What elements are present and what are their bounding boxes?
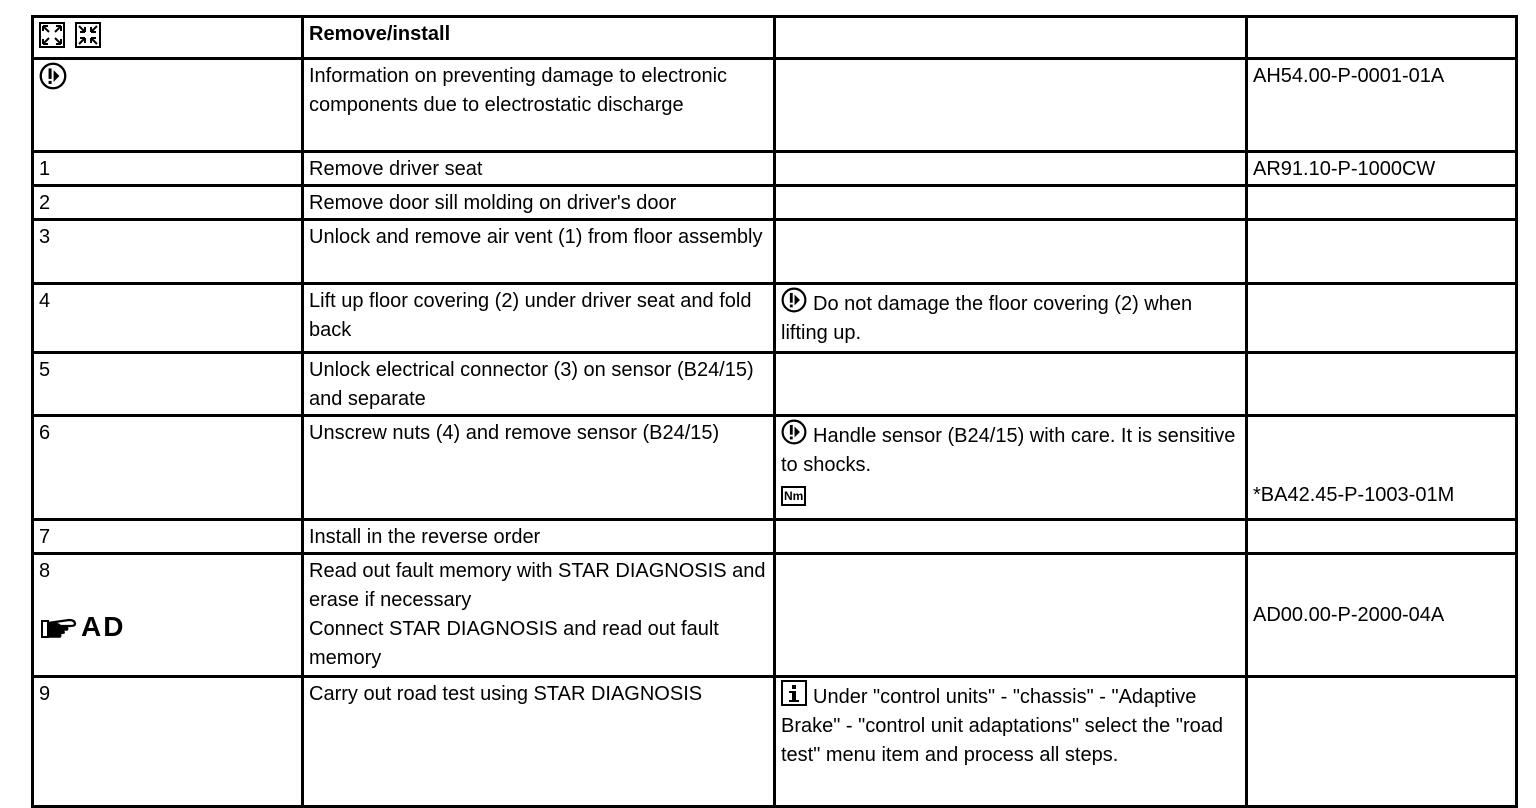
action-cell: Unscrew nuts (4) and remove sensor (B24/15) [303, 415, 775, 519]
header-icons-cell [33, 17, 303, 59]
action-cell: Lift up floor covering (2) under driver seat and fold back [303, 283, 775, 352]
table-row [33, 185, 1517, 219]
action-cell: Unlock electrical connector (3) on sensor (B24/15) and separate [303, 352, 775, 415]
action-cell: Unlock and remove air vent (1) from floor assembly [303, 219, 775, 283]
reference-link[interactable]: AD00.00-P-2000-04A [1247, 553, 1517, 676]
step-number: 4 [33, 283, 303, 352]
action-cell [303, 553, 775, 676]
reference-link[interactable]: AH54.00-P-0001-01A [1247, 58, 1517, 151]
header-row [33, 17, 1517, 59]
step-number: 8 [39, 559, 51, 582]
note-cell [775, 519, 1247, 553]
table-row [33, 151, 1517, 185]
step-cell [33, 58, 303, 151]
action-cell: Information on preventing damage to electronic components due to electrostatic discharge [303, 58, 775, 151]
step-number: 7 [33, 519, 303, 553]
action-cell: Remove door sill molding on driver's door [303, 185, 775, 219]
step-cell [33, 553, 303, 676]
note-cell [775, 676, 1247, 806]
reference-cell [1247, 519, 1517, 553]
reference-link[interactable]: *BA42.45-P-1003-01M [1247, 415, 1517, 519]
action-cell: Install in the reverse order [303, 519, 775, 553]
note-cell [775, 219, 1247, 283]
note-text: Do not damage the floor covering (2) when lifting up. [781, 292, 1193, 344]
note-cell [775, 283, 1247, 352]
reference-cell [1247, 676, 1517, 806]
note-cell [775, 553, 1247, 676]
action-text: Read out fault memory with STAR DIAGNOSIS and erase if necessary [309, 559, 766, 611]
table-row [33, 415, 1517, 519]
step-number: 1 [33, 151, 303, 185]
caution-icon [781, 419, 807, 445]
note-cell [775, 415, 1247, 519]
ad-link[interactable] [39, 612, 296, 642]
note-text: Handle sensor (B24/15) with care. It is sensitive to shocks. [781, 424, 1236, 476]
action-cell: Carry out road test using STAR DIAGNOSIS [303, 676, 775, 806]
table-row [33, 58, 1517, 151]
step-number: 5 [33, 352, 303, 415]
caution-icon [39, 62, 67, 90]
reference-cell [1247, 185, 1517, 219]
header-ref-cell [1247, 17, 1517, 59]
caution-icon [781, 287, 807, 313]
note-cell [775, 58, 1247, 151]
expand-icon[interactable] [39, 22, 65, 48]
reference-cell [1247, 352, 1517, 415]
step-number: 6 [33, 415, 303, 519]
reference-cell [1247, 283, 1517, 352]
table-row [33, 219, 1517, 283]
header-note-cell [775, 17, 1247, 59]
pointing-hand-icon [39, 612, 79, 642]
table-row [33, 283, 1517, 352]
note-cell [775, 352, 1247, 415]
table-row [33, 553, 1517, 676]
procedure-table [31, 15, 1518, 808]
header-title: Remove/install [303, 17, 775, 59]
note-cell [775, 151, 1247, 185]
action-text-secondary: Connect STAR DIAGNOSIS and read out fault memory [309, 617, 719, 669]
torque-icon[interactable]: Nm [781, 486, 806, 506]
table-row [33, 519, 1517, 553]
reference-cell [1247, 219, 1517, 283]
note-text: Under "control units" - "chassis" - "Adaptive Brake" - "control unit adaptations" select the "road test" menu item and process all steps. [781, 685, 1223, 766]
step-number: 9 [33, 676, 303, 806]
step-number: 3 [33, 219, 303, 283]
note-cell [775, 185, 1247, 219]
table-row [33, 352, 1517, 415]
step-number: 2 [33, 185, 303, 219]
ad-label: AD [81, 610, 126, 642]
reference-link[interactable]: AR91.10-P-1000CW [1247, 151, 1517, 185]
info-icon [781, 680, 807, 706]
collapse-icon[interactable] [75, 22, 101, 48]
table-row [33, 676, 1517, 806]
action-cell: Remove driver seat [303, 151, 775, 185]
